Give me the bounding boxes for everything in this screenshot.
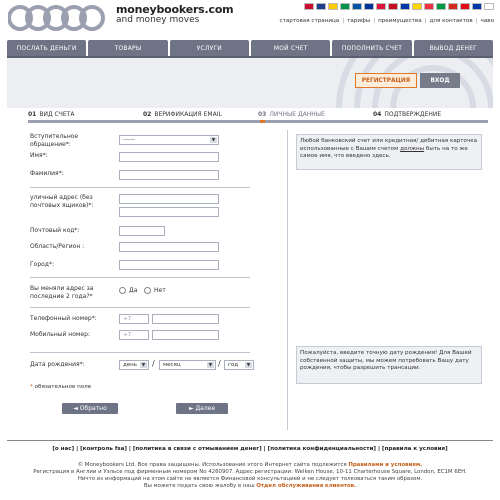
asterisk: * [30,384,33,390]
language-flag-icon[interactable] [460,3,470,10]
complaint-line [0,483,500,490]
dob-day-select[interactable] [119,360,149,370]
step-personal-data [258,108,373,120]
date-separator: / [218,359,221,368]
register-button[interactable]: РЕГИСТРАЦИЯ [355,73,417,88]
nav-top-up[interactable]: ПОПОЛНИТЬ СЧЕТ [332,40,411,56]
step-label: ЛИЧНЫЕ ДАННЫЕ [269,110,325,118]
separator: | [424,18,427,24]
dob-day-value: день [123,362,138,368]
progress-steps [28,108,488,120]
language-flag-icon[interactable] [376,3,386,10]
chevron-down-icon: ▼ [141,362,146,368]
dob-label: Дата рождения*: [30,361,85,368]
language-flag-icon[interactable] [412,3,422,10]
street-label: уличный адрес (без почтовых ящиков)*: [30,194,94,209]
language-flag-icon[interactable] [304,3,314,10]
dob-month-value: месяц [163,362,181,368]
back-button[interactable] [62,403,118,414]
footer-divider [7,440,493,441]
step-label: ВЕРИФИКАЦИЯ EMAIL [154,110,222,118]
language-flags [304,3,494,10]
region-label: Область/Регион : [30,243,85,250]
language-flag-icon[interactable] [340,3,350,10]
language-flag-icon[interactable] [400,3,410,10]
separator: | [373,18,376,24]
nav-goods[interactable]: ТОВАРЫ [88,40,167,56]
language-flag-icon[interactable] [364,3,374,10]
postcode-input[interactable] [119,226,165,236]
moved-no-radio[interactable] [144,287,151,294]
step-confirmation [373,108,488,120]
divider [30,277,250,278]
step-email-verification [143,108,258,120]
card-info-text-2: быть на то же самое имя, что введено здесь. [300,145,468,159]
dob-year-value: год [228,362,239,368]
language-flag-icon[interactable] [352,3,362,10]
chevron-down-icon: ▼ [208,362,213,368]
registration-line: Регистрация в Англии и Уэльсе под фирменным номером No 4260907. Адрес регистрации: Welken House, 10-11 Charterhouse Square, London, EC1M 6EH. [33,469,467,475]
next-label: Далее [195,405,216,412]
top-link-benefits[interactable]: преимущества [378,18,422,24]
last-name-input[interactable] [119,170,219,180]
salutation-select[interactable] [119,135,219,145]
copyright-text: © Moneybookers Ltd. Все права защищены. Использование этого Интернет сайта подлежится [77,462,349,468]
required-note-text: обязательное поле [34,384,92,390]
moved-yes-label: Да [129,287,138,294]
brand-tagline: and money moves [116,15,200,25]
language-flag-icon[interactable] [436,3,446,10]
language-flag-icon[interactable] [388,3,398,10]
nav-send-money[interactable]: ПОСЛАТЬ ДЕНЬГИ [7,40,86,56]
nav-withdraw[interactable]: ВЫВОД ДЕНЕГ [414,40,493,56]
separator: | [342,18,345,24]
mobile-number-input[interactable] [152,330,219,340]
step-label: ПОДТВЕРЖДЕНИЕ [384,110,442,118]
chevron-down-icon: ▼ [211,137,216,143]
required-note [30,384,91,390]
next-arrow-icon: ► [188,405,196,412]
copyright-line-1 [0,462,500,469]
nav-my-account[interactable]: МОЙ СЧЕТ [251,40,330,56]
steps-bar [28,120,488,123]
card-info-text-1: Любой банковский счет или кредитная/ дебитная карточка использованные с Вашим счетом [300,138,478,152]
top-links [280,18,494,24]
language-flag-icon[interactable] [484,3,494,10]
chevron-down-icon: ▼ [246,362,251,368]
city-input[interactable] [119,260,219,270]
back-arrow-icon: ◄ [73,405,80,412]
steps-bar-marker [260,120,265,123]
moved-no-label: Нет [154,287,166,294]
footer-links[interactable]: [о нас] | [контроль fsa] | [политика в связи с отмыванием денег] | [политика конфиденциальности] | [правила к условия] [52,446,448,452]
language-flag-icon[interactable] [448,3,458,10]
login-button[interactable]: ВХОД [420,73,460,88]
street-input-2[interactable] [119,207,219,217]
complaint-text: Вы можете подать свою жалобу в наш [143,483,257,489]
date-separator: / [152,359,155,368]
moved-label: Вы меняли адрес за последние 2 года?* [30,285,94,300]
divider [30,307,250,308]
language-flag-icon[interactable] [424,3,434,10]
first-name-label: Имя*: [30,152,48,159]
dob-info: Пожалуйста, введите точную дату рождения! Для Вашей собственной защиты, мы можем потребовать Вашу дату рождения, чтобы разрешить трансации. [296,346,482,384]
disclaimer-line: Ничто из информаций на этом сайте не является Финансовой консультацией и не следует толковаться таким образом. [77,476,423,482]
personal-data-form [26,130,288,430]
last-name-label: Фамилия*: [30,170,64,177]
language-flag-icon[interactable] [328,3,338,10]
region-input[interactable] [119,242,219,252]
next-button[interactable] [176,403,228,414]
mobile-label: Мобильный номер: [30,331,90,338]
phone-number-input[interactable] [152,314,219,324]
salutation-value: ------ [123,137,135,143]
step-number: 04 [373,110,382,118]
divider [30,352,250,353]
phone-label: Телефонный номер*: [30,315,97,322]
moved-yes-radio[interactable] [119,287,126,294]
brand-logo[interactable] [116,3,233,25]
top-link-tariffs[interactable]: тарифы [347,18,371,24]
step-label: ВИД СЧЕТА [39,110,75,118]
dob-year-select[interactable] [224,360,254,370]
divider [30,187,250,188]
brand-name: moneybookers.com [116,3,234,16]
nav-services[interactable]: УСЛУГИ [170,40,249,56]
footer-copyright [0,462,500,490]
logo-rings-icon [8,3,108,33]
step-account-type [28,108,143,120]
separator: | [475,18,478,24]
language-flag-icon[interactable] [316,3,326,10]
customer-service-link[interactable]: Отдел обслуживания клиентов. [256,483,357,489]
salutation-label: Вступительное обращение*: [30,133,79,148]
postcode-label: Почтовый код*: [30,227,80,234]
dob-month-select[interactable] [159,360,216,370]
top-link-contacts[interactable]: для контактов [429,18,473,24]
card-info-underlined: должны [400,145,425,152]
city-label: Город*: [30,261,54,268]
terms-link[interactable]: Правилами и условиям. [348,462,423,468]
top-link-home[interactable]: стартовая страница [279,18,340,24]
top-link-faq[interactable]: чаво [480,18,494,24]
main-nav [7,40,493,56]
language-flag-icon[interactable] [472,3,482,10]
step-number: 01 [28,110,37,118]
back-label: Обратно [79,405,107,412]
step-number: 03 [258,110,267,118]
card-name-info [296,134,482,170]
mobile-code-input[interactable]: +7 [119,330,149,340]
street-input-1[interactable] [119,194,219,204]
step-number: 02 [143,110,152,118]
phone-code-input[interactable]: +7 [119,314,149,324]
first-name-input[interactable] [119,152,219,162]
